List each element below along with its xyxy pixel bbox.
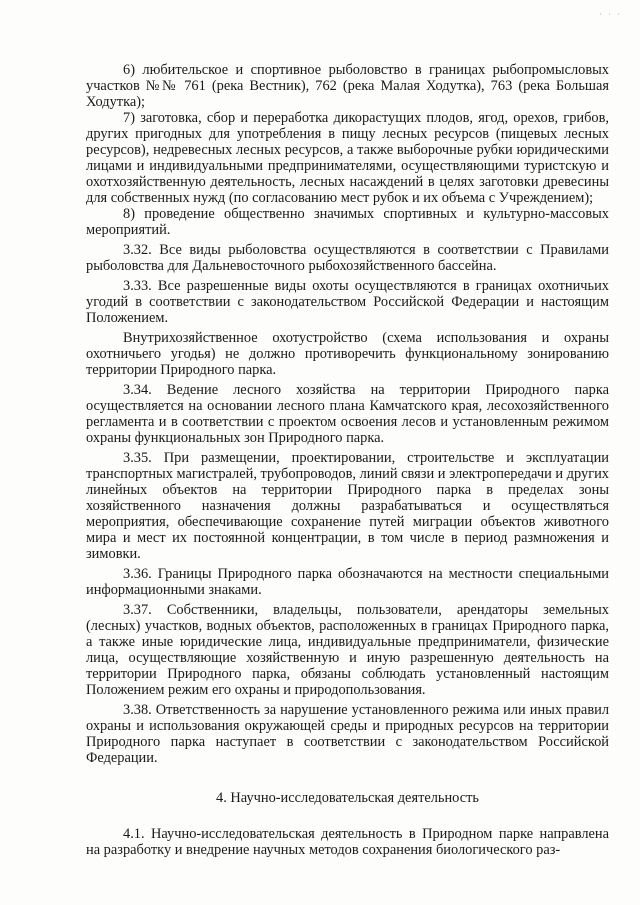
paragraph-item-8: 8) проведение общественно значимых спортивных и культурно-массовых мероприятий. bbox=[86, 206, 609, 238]
paragraph-hunting-management: Внутрихозяйственное охотустройство (схема использования и охраны охотничьего угодья) не должно противоречить функциональному зонированию территории Природного парка. bbox=[86, 330, 609, 378]
paragraph-3-34: 3.34. Ведение лесного хозяйства на территории Природного парка осуществляется на основании лесного плана Камчатского края, лесохозяйственного регламента и в соответствии с проектом освоения лесов и установленным режимом охраны функциональных зон Природного парка. bbox=[86, 382, 609, 446]
paragraph-3-35: 3.35. При размещении, проектировании, строительстве и эксплуатации транспортных магистралей, трубопроводов, линий связи и электропередачи и других линейных объектов на территории Природного парка в пределах зоны хозяйственного назначения должны разрабатываться и осуществляться мероприятия, обеспечивающие сохранение путей миграции объектов животного мира и мест их постоянной концентрации, в том числе в период размножения и зимовки. bbox=[86, 450, 609, 562]
paragraph-item-7: 7) заготовка, сбор и переработка дикорастущих плодов, ягод, орехов, грибов, других пригодных для употребления в пищу лесных ресурсов (пищевых лесных ресурсов), недревесных лесных ресурсов, а также выборочные рубки юридическими лицами и индивидуальными предпринимателями, осуществляющими туристскую и охотхозяйственную деятельность, лесных насаждений в целях заготовки древесины для собственных нужд (по согласованию мест рубок и их объема с Учреждением); bbox=[86, 110, 609, 206]
section-title: 4. Научно-исследовательская деятельность bbox=[216, 790, 479, 806]
corner-mark: · · · bbox=[599, 10, 622, 19]
paragraph-3-36: 3.36. Границы Природного парка обозначаются на местности специальными информационными знаками. bbox=[86, 566, 609, 598]
paragraph-item-6: 6) любительское и спортивное рыболовство в границах рыбопромысловых участков №№ 761 (река Вестник), 762 (река Малая Ходутка), 763 (река Большая Ходутка); bbox=[86, 62, 609, 110]
paragraph-3-33: 3.33. Все разрешенные виды охоты осуществляются в границах охотничьих угодий в соответствии с законодательством Российской Федерации и настоящим Положением. bbox=[86, 278, 609, 326]
paragraph-4-1: 4.1. Научно-исследовательская деятельность в Природном парке направлена на разработку и внедрение научных методов сохранения биологического раз- bbox=[86, 826, 609, 858]
paragraph-3-38: 3.38. Ответственность за нарушение установленного режима или иных правил охраны и использования окружающей среды и природных ресурсов на территории Природного парка наступает в соответствии с законодательством Российской Федерации. bbox=[86, 702, 609, 766]
document-body bbox=[86, 62, 609, 858]
paragraph-3-32: 3.32. Все виды рыболовства осуществляются в соответствии с Правилами рыболовства для Дальневосточного рыбохозяйственного бассейна. bbox=[86, 242, 609, 274]
paragraph-3-37: 3.37. Собственники, владельцы, пользователи, арендаторы земельных (лесных) участков, водных объектов, расположенных в границах Природного парка, а также иные юридические лица, индивидуальные предприниматели, физические лица, осуществляющие хозяйственную и иную разрешенную деятельность на территории Природного парка, обязаны соблюдать установленный настоящим Положением режим его охраны и природопользования. bbox=[86, 602, 609, 698]
